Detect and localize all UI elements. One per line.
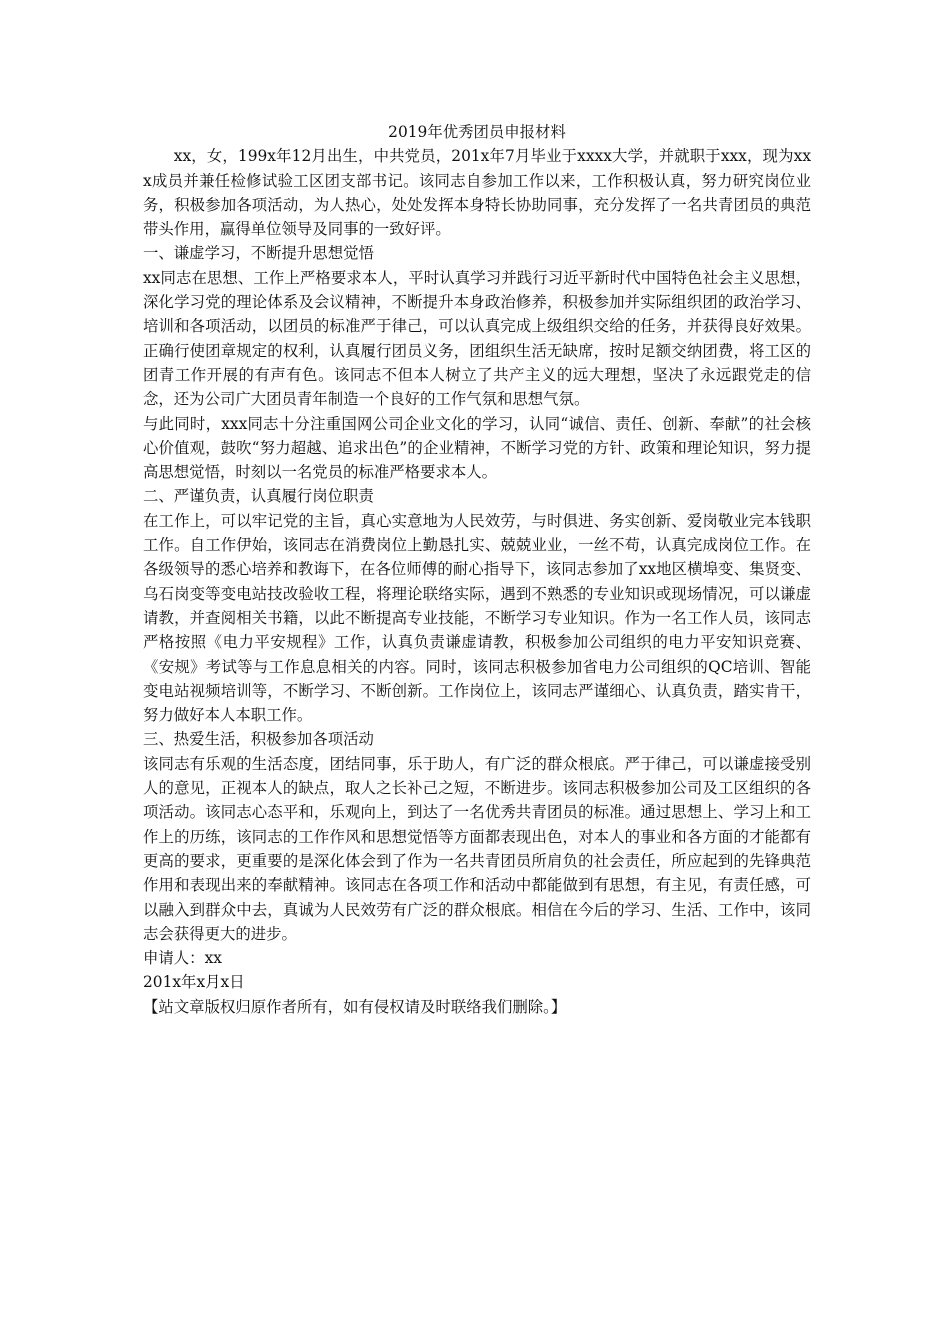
section-heading-2: 二、严谨负责，认真履行岗位职责 [143, 487, 374, 506]
section2-paragraph-1: 在工作上，可以牢记党的主旨，真心实意地为人民效劳，与时俱进、务实创新、爱岗敬业完本钱职工作。自工作伊始，该同志在消费岗位上勤恳扎实、兢兢业业，一丝不苟，认真完成岗位工作。在各级领导的悉心培养和教诲下，在各位师傅的耐心指导下，该同志参加了xx地区横埠变、集贤变、乌石岗变等变电站技改验收工程，将理论联络实际，遇到不熟悉的专业知识或现场情况，可以谦虚请教，并查阅相关书籍，以此不断提高专业技能，不断学习专业知识。作为一名工作人员，该同志严格按照《电力平安规程》工作，认真负责谦虚请教，积极参加公司组织的电力平安知识竞赛、《安规》考试等与工作息息相关的内容。同时，该同志积极参加省电力公司组织的QC培训、智能变电站视频培训等，不断学习、不断创新。工作岗位上，该同志严谨细心、认真负责，踏实肯干，努力做好本人本职工作。 [143, 511, 811, 725]
document-page [143, 120, 811, 1019]
section1-paragraph-2: 与此同时，xxx同志十分注重国网公司企业文化的学习，认同“诚信、责任、创新、奉献”的社会核心价值观，鼓吹“努力超越、追求出色”的企业精神，不断学习党的方针、政策和理论知识，努力提高思想觉悟，时刻以一名党员的标准严格要求本人。 [143, 414, 811, 482]
section-heading-3: 三、热爱生活，积极参加各项活动 [143, 730, 374, 749]
section3-paragraph-1: 该同志有乐观的生活态度，团结同事，乐于助人，有广泛的群众根底。严于律己，可以谦虚接受别人的意见，正视本人的缺点，取人之长补己之短，不断进步。该同志积极参加公司及工区组织的各项活动。该同志心态平和，乐观向上，到达了一名优秀共青团员的标准。通过思想上、学习上和工作上的历练，该同志的工作作风和思想觉悟等方面都表现出色，对本人的事业和各方面的才能都有更高的要求，更重要的是深化体会到了作为一名共青团员所肩负的社会责任，所应起到的先锋典范作用和表现出来的奉献精神。该同志在各项工作和活动中都能做到有思想，有主见，有责任感，可以融入到群众中去，真诚为人民效劳有广泛的群众根底。相信在今后的学习、生活、工作中，该同志会获得更大的进步。 [143, 754, 811, 943]
copyright-notice: 【站文章版权归原作者所有，如有侵权请及时联络我们删除。】 [143, 997, 567, 1016]
applicant-line: 申请人：xx [143, 949, 222, 968]
document-title: 2019年优秀团员申报材料 [388, 123, 566, 141]
date-line: 201x年x月x日 [143, 973, 245, 992]
intro-paragraph: xx，女，199x年12月出生，中共党员，201x年7月毕业于xxxx大学，并就职于xxx，现为xxx成员并兼任检修试验工区团支部书记。该同志自参加工作以来，工作积极认真，努力研究岗位业务，积极参加各项活动，为人热心，处处发挥本身特长协助同事，充分发挥了一名共青团员的典范带头作用，赢得单位领导及同事的一致好评。 [143, 147, 811, 239]
section-heading-1: 一、谦虚学习，不断提升思想觉悟 [143, 244, 374, 263]
section1-paragraph-1: xx同志在思想、工作上严格要求本人，平时认真学习并践行习近平新时代中国特色社会主义思想，深化学习党的理论体系及会议精神，不断提升本身政治修养，积极参加并实际组织团的政治学习、培训和各项活动，以团员的标准严于律己，可以认真完成上级组织交给的任务，并获得良好效果。正确行使团章规定的权利，认真履行团员义务，团组织生活无缺席，按时足额交纳团费，将工区的团青工作开展的有声有色。该同志不但本人树立了共产主义的远大理想，坚决了永远跟党走的信念，还为公司广大团员青年制造一个良好的工作气氛和思想气氛。 [143, 268, 811, 409]
